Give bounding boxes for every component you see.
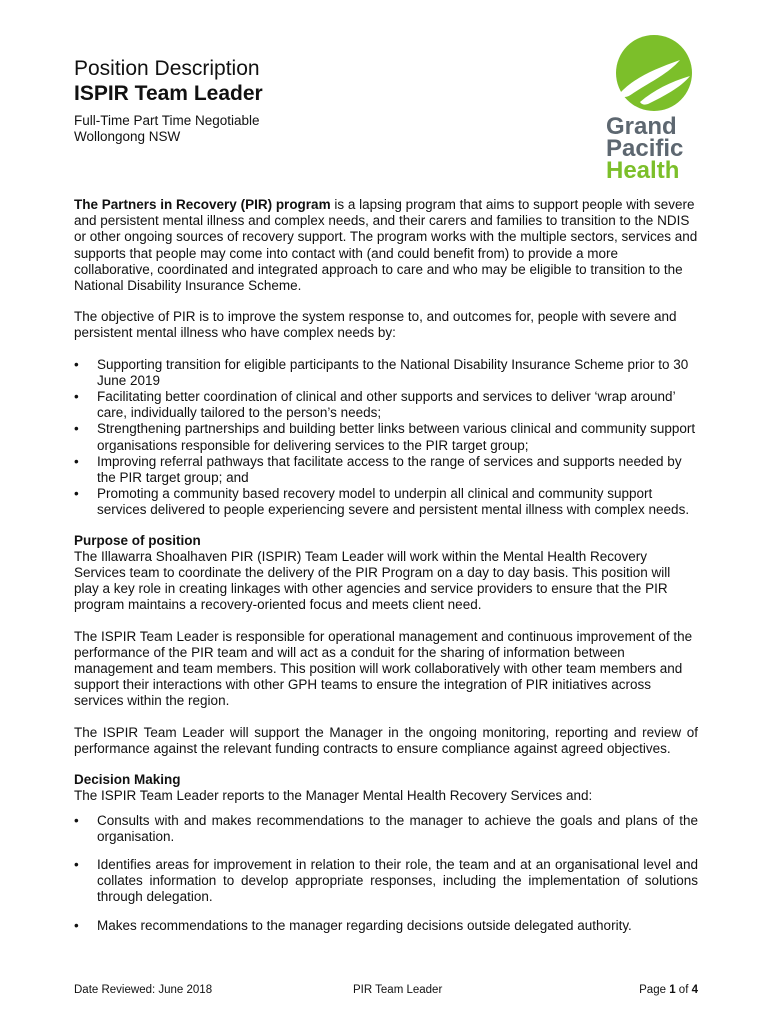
list-item: • Strengthening partnerships and building better links between various clinical and community support organisations responsible for delivering services to the PIR target group;: [74, 421, 696, 453]
document-header: [74, 56, 594, 145]
document-type: Position Description: [74, 57, 260, 80]
decision-list: [74, 813, 698, 934]
list-item: • Supporting transition for eligible participants to the National Disability Insurance Scheme prior to 30 June 2019: [74, 356, 689, 388]
grand-pacific-health-logo: [606, 34, 706, 184]
page-footer: [74, 982, 698, 998]
list-item: • Makes recommendations to the manager regarding decisions outside delegated authority.: [74, 917, 632, 933]
list-item: • Identifies areas for improvement in relation to their role, the team and at an organisational level and collates information to develop appropriate responses, including the implementation of solutions through delegation.: [74, 856, 698, 905]
intro-paragraph: [74, 197, 698, 294]
list-item: • Facilitating better coordination of clinical and other supports and services to deliver ‘wrap around’ care, individually tailored to the person’s needs;: [74, 389, 676, 421]
responsibility-paragraph: The ISPIR Team Leader is responsible for operational management and continuous improvement of the performance of the PIR team and will act as a conduit for the sharing of information between management and team members. This position will work collaboratively with other team members and support their interactions with other GPH teams to ensure the integration of PIR initiatives across services within the region.: [74, 628, 693, 709]
logo-word-grand: Grand: [606, 113, 677, 140]
list-item: • Consults with and makes recommendations to the manager to achieve the goals and plans of the organisation.: [74, 812, 698, 844]
list-item: • Improving referral pathways that facilitate access to the range of services and supports needed by the PIR target group; and: [74, 453, 682, 486]
logo-word-health: Health: [606, 157, 680, 184]
intro-text: is a lapsing program that aims to support people with severe and persistent mental illness and complex needs, and their carers and families to transition to the NDIS or other ongoing sources of recovery support. The program works with the multiple sectors, services and supports that people may come into contact with (and could benefit from) to provide a more collaborative, coordinated and integrated approach to care and who may be eligible to transition to the National Disability Insurance Scheme.: [74, 197, 698, 294]
purpose-heading: Purpose of position: [74, 532, 201, 548]
purpose-paragraph: The Illawarra Shoalhaven PIR (ISPIR) Team Leader will work within the Mental Health Recovery Services team to coordinate the delivery of the PIR Program on a day to day basis. This position will play a key role in creating linkages with other agencies and service providers to ensure that the PIR program maintains a recovery-oriented focus and meets client need.: [74, 548, 671, 613]
grand-pacific-health-logo-icon: [610, 34, 698, 112]
bullet-icon: •: [74, 856, 79, 872]
employment-type: Full-Time Part Time Negotiable: [74, 113, 260, 128]
document-body: [74, 197, 698, 946]
intro-program-name: The Partners in Recovery (PIR) program: [74, 197, 331, 212]
decision-heading: Decision Making: [74, 772, 181, 788]
bullet-icon: •: [74, 453, 79, 469]
position-title: ISPIR Team Leader: [74, 82, 263, 105]
bullet-icon: •: [74, 389, 79, 405]
logo-wordmark: [606, 113, 684, 184]
decision-paragraph: The ISPIR Team Leader reports to the Manager Mental Health Recovery Services and:: [74, 788, 593, 804]
bullet-icon: •: [74, 812, 79, 828]
bullet-icon: •: [74, 486, 79, 502]
page-number: Page 1 of 4: [639, 984, 698, 996]
objective-list: [74, 357, 698, 519]
bullet-icon: •: [74, 421, 79, 437]
bullet-icon: •: [74, 356, 79, 372]
bullet-icon: •: [74, 917, 79, 933]
date-reviewed: Date Reviewed: June 2018: [74, 984, 213, 996]
position-location: Wollongong NSW: [74, 129, 181, 144]
objective-paragraph: The objective of PIR is to improve the system response to, and outcomes for, people with severe and persistent mental illness who have complex needs by:: [74, 309, 677, 341]
footer-title: PIR Team Leader: [353, 984, 443, 996]
list-item: • Promoting a community based recovery model to underpin all clinical and community support services delivered to people experiencing severe and persistent mental illness with complex needs.: [74, 486, 690, 518]
position-meta: [74, 113, 594, 145]
logo-word-pacific: Pacific: [606, 135, 684, 162]
support-paragraph: The ISPIR Team Leader will support the Manager in the ongoing monitoring, reporting and review of performance against the relevant funding contracts to ensure compliance against agreed objectives.: [74, 724, 698, 756]
